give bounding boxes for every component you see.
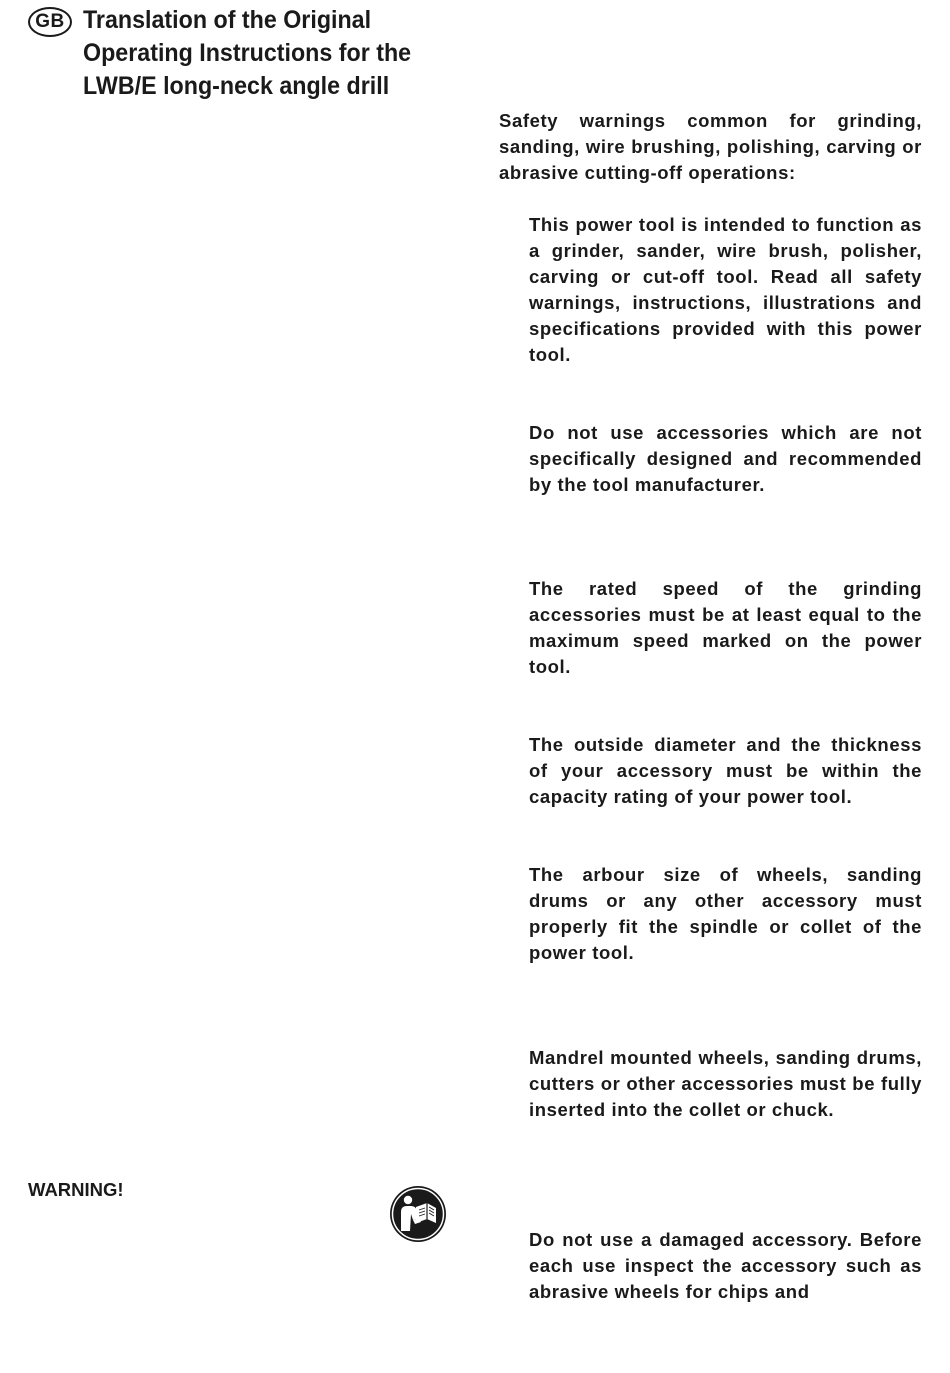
warning-label: WARNING!	[28, 1179, 124, 1200]
safety-item-mandrel: Mandrel mounted wheels, sanding drums, cutters or other accessories must be fully inserted into the collet or chuck.	[529, 1047, 922, 1120]
safety-item-damaged-accessory: Do not use a damaged accessory. Before each use inspect the accessory such as abrasive wheels for chips and	[529, 1229, 922, 1302]
document-title-line: Operating Instructions for the	[83, 39, 412, 67]
safety-item-diameter: The outside diameter and the thickness of your accessory must be within the capacity rating of your power tool.	[529, 734, 922, 807]
safety-item-arbour-size: The arbour size of wheels, sanding drums or any other accessory must properly fit the spindle or collet of the power tool.	[529, 864, 922, 963]
document-title	[83, 4, 455, 103]
language-badge: GB	[28, 7, 72, 37]
document-title-line: Translation of the Original	[83, 6, 372, 34]
safety-intro: Safety warnings common for grinding, sanding, wire brushing, polishing, carving or abrasive cutting-off operations:	[499, 110, 922, 183]
safety-item-accessories: Do not use accessories which are not specifically designed and recommended by the tool manufacturer.	[529, 422, 922, 495]
document-title-line: LWB/E long-neck angle drill	[83, 72, 390, 100]
safety-item-rated-speed: The rated speed of the grinding accessories must be at least equal to the maximum speed marked on the power tool.	[529, 578, 922, 677]
safety-item-intended-use: This power tool is intended to function as a grinder, sander, wire brush, polisher, carving or cut-off tool. Read all safety warnings, instructions, illustrations and specifications provided with this power tool.	[529, 214, 922, 365]
read-manual-icon	[389, 1185, 447, 1243]
